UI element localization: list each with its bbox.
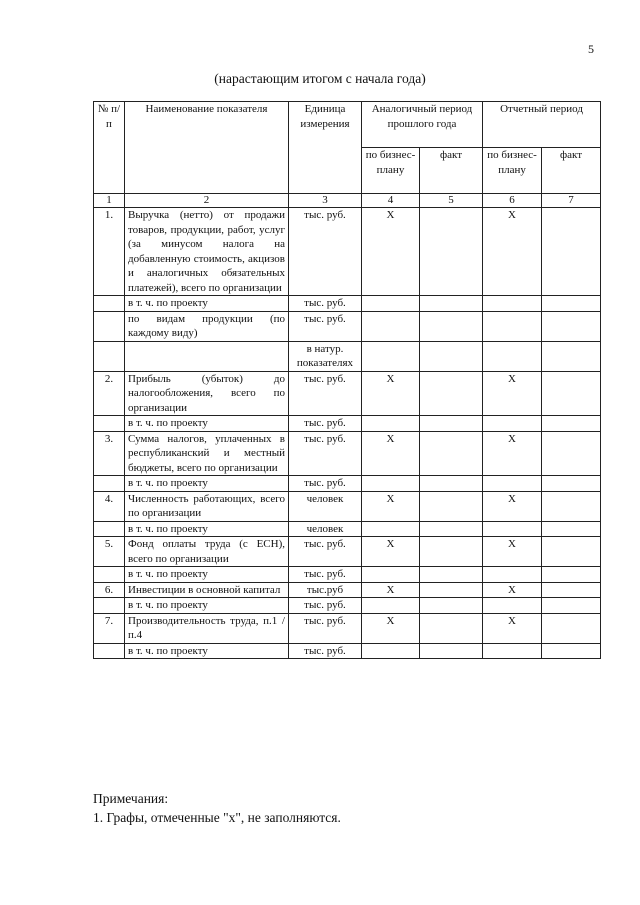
prev-fact-cell (420, 537, 483, 567)
indicators-table (93, 101, 601, 659)
unit-cell: человек (289, 521, 362, 537)
report-plan-cell (483, 416, 542, 432)
header-report-period: Отчетный период (483, 102, 601, 148)
prev-plan-cell: X (362, 431, 420, 476)
prev-fact-cell (420, 311, 483, 341)
report-fact-cell (542, 643, 601, 659)
header-previous-period: Аналогичный период прошлого года (362, 102, 483, 148)
row-number: 7. (94, 613, 125, 643)
unit-cell: человек (289, 491, 362, 521)
header-number: № п/п (94, 102, 125, 194)
prev-fact-cell (420, 416, 483, 432)
notes-title: Примечания: (93, 791, 169, 806)
column-number: 6 (483, 194, 542, 208)
report-fact-cell (542, 341, 601, 371)
table-row (94, 491, 601, 521)
unit-cell: тыс. руб. (289, 431, 362, 476)
prev-plan-cell: X (362, 371, 420, 416)
row-number (94, 416, 125, 432)
table-row (94, 476, 601, 492)
indicator-name: Прибыль (убыток) до налогообложения, всего по организации (125, 371, 289, 416)
prev-plan-cell: X (362, 582, 420, 598)
header-prev-fact: факт (420, 148, 483, 194)
report-plan-cell: X (483, 431, 542, 476)
prev-fact-cell (420, 521, 483, 537)
report-fact-cell (542, 476, 601, 492)
prev-fact-cell (420, 582, 483, 598)
table-row (94, 311, 601, 341)
row-number (94, 341, 125, 371)
column-number: 5 (420, 194, 483, 208)
table-row (94, 613, 601, 643)
prev-fact-cell (420, 431, 483, 476)
report-fact-cell (542, 371, 601, 416)
column-number: 7 (542, 194, 601, 208)
report-plan-cell (483, 296, 542, 312)
prev-plan-cell: X (362, 208, 420, 296)
prev-fact-cell (420, 208, 483, 296)
report-plan-cell: X (483, 613, 542, 643)
indicator-name: в т. ч. по проекту (125, 416, 289, 432)
report-plan-cell: X (483, 371, 542, 416)
report-fact-cell (542, 311, 601, 341)
report-fact-cell (542, 582, 601, 598)
indicator-name: Инвестиции в основной капитал (125, 582, 289, 598)
prev-fact-cell (420, 567, 483, 583)
report-plan-cell (483, 476, 542, 492)
indicator-name (125, 341, 289, 371)
report-fact-cell (542, 208, 601, 296)
report-plan-cell: X (483, 537, 542, 567)
report-plan-cell: X (483, 582, 542, 598)
row-number (94, 311, 125, 341)
indicator-name: в т. ч. по проекту (125, 296, 289, 312)
unit-cell: тыс. руб. (289, 643, 362, 659)
indicator-name: в т. ч. по проекту (125, 476, 289, 492)
table-row (94, 567, 601, 583)
row-number (94, 521, 125, 537)
table-subtitle: (нарастающим итогом с начала года) (214, 71, 426, 86)
column-number: 2 (125, 194, 289, 208)
indicator-name: в т. ч. по проекту (125, 567, 289, 583)
report-fact-cell (542, 491, 601, 521)
row-number: 2. (94, 371, 125, 416)
unit-cell: тыс. руб. (289, 416, 362, 432)
table-row (94, 598, 601, 614)
row-number: 6. (94, 582, 125, 598)
header-prev-plan: по бизнес-плану (362, 148, 420, 194)
page-number: 5 (588, 42, 594, 56)
indicator-name: по видам продукции (по каждому виду) (125, 311, 289, 341)
header-indicator-name: Наименование показателя (125, 102, 289, 194)
indicator-name: Производительность труда, п.1 / п.4 (125, 613, 289, 643)
unit-cell: тыс. руб. (289, 208, 362, 296)
prev-plan-cell (362, 476, 420, 492)
row-number: 1. (94, 208, 125, 296)
indicator-name: Численность работающих, всего по организации (125, 491, 289, 521)
prev-plan-cell (362, 643, 420, 659)
report-fact-cell (542, 431, 601, 476)
unit-cell: тыс. руб. (289, 598, 362, 614)
unit-cell: тыс. руб. (289, 567, 362, 583)
table-row (94, 341, 601, 371)
report-plan-cell (483, 311, 542, 341)
unit-cell: тыс. руб. (289, 537, 362, 567)
column-number: 1 (94, 194, 125, 208)
column-number-row (94, 194, 601, 208)
table-row (94, 537, 601, 567)
indicator-name: в т. ч. по проекту (125, 521, 289, 537)
report-fact-cell (542, 567, 601, 583)
unit-cell: тыс. руб. (289, 476, 362, 492)
row-number (94, 567, 125, 583)
table-row (94, 582, 601, 598)
prev-plan-cell (362, 416, 420, 432)
prev-plan-cell (362, 598, 420, 614)
report-fact-cell (542, 416, 601, 432)
prev-fact-cell (420, 296, 483, 312)
table-row (94, 431, 601, 476)
report-plan-cell: X (483, 491, 542, 521)
report-plan-cell: X (483, 208, 542, 296)
row-number: 3. (94, 431, 125, 476)
column-number: 4 (362, 194, 420, 208)
prev-plan-cell (362, 311, 420, 341)
row-number (94, 598, 125, 614)
header-report-plan: по бизнес-плану (483, 148, 542, 194)
prev-fact-cell (420, 643, 483, 659)
report-plan-cell (483, 567, 542, 583)
notes (93, 789, 341, 827)
prev-plan-cell: X (362, 491, 420, 521)
column-number: 3 (289, 194, 362, 208)
table-row (94, 643, 601, 659)
prev-plan-cell (362, 341, 420, 371)
row-number (94, 643, 125, 659)
prev-plan-cell: X (362, 613, 420, 643)
table-row (94, 208, 601, 296)
report-plan-cell (483, 341, 542, 371)
prev-plan-cell (362, 567, 420, 583)
header-unit: Единица измерения (289, 102, 362, 194)
prev-plan-cell (362, 521, 420, 537)
prev-fact-cell (420, 476, 483, 492)
table-row (94, 296, 601, 312)
unit-cell: тыс. руб. (289, 311, 362, 341)
row-number (94, 476, 125, 492)
indicator-name: Фонд оплаты труда (с ЕСН), всего по организации (125, 537, 289, 567)
unit-cell: тыс. руб. (289, 296, 362, 312)
indicator-name: в т. ч. по проекту (125, 643, 289, 659)
indicator-name: в т. ч. по проекту (125, 598, 289, 614)
unit-cell: тыс.руб (289, 582, 362, 598)
indicator-name: Сумма налогов, уплаченных в республиканский и местный бюджеты, всего по организации (125, 431, 289, 476)
prev-fact-cell (420, 613, 483, 643)
unit-cell: тыс. руб. (289, 613, 362, 643)
report-fact-cell (542, 537, 601, 567)
report-fact-cell (542, 521, 601, 537)
prev-fact-cell (420, 341, 483, 371)
prev-plan-cell (362, 296, 420, 312)
prev-fact-cell (420, 491, 483, 521)
report-plan-cell (483, 598, 542, 614)
report-fact-cell (542, 613, 601, 643)
report-plan-cell (483, 521, 542, 537)
notes-item: 1. Графы, отмеченные "х", не заполняются. (93, 810, 341, 825)
row-number: 5. (94, 537, 125, 567)
indicator-name: Выручка (нетто) от продажи товаров, продукции, работ, услуг (за минусом налога на добавленную стоимость, акцизов и аналогичных обязательных платежей), всего по организации (125, 208, 289, 296)
row-number (94, 296, 125, 312)
report-plan-cell (483, 643, 542, 659)
prev-fact-cell (420, 371, 483, 416)
prev-fact-cell (420, 598, 483, 614)
prev-plan-cell: X (362, 537, 420, 567)
table-row (94, 521, 601, 537)
table-row (94, 416, 601, 432)
unit-cell: тыс. руб. (289, 371, 362, 416)
report-fact-cell (542, 296, 601, 312)
header-report-fact: факт (542, 148, 601, 194)
row-number: 4. (94, 491, 125, 521)
unit-cell: в натур. показателях (289, 341, 362, 371)
report-fact-cell (542, 598, 601, 614)
table-row (94, 371, 601, 416)
